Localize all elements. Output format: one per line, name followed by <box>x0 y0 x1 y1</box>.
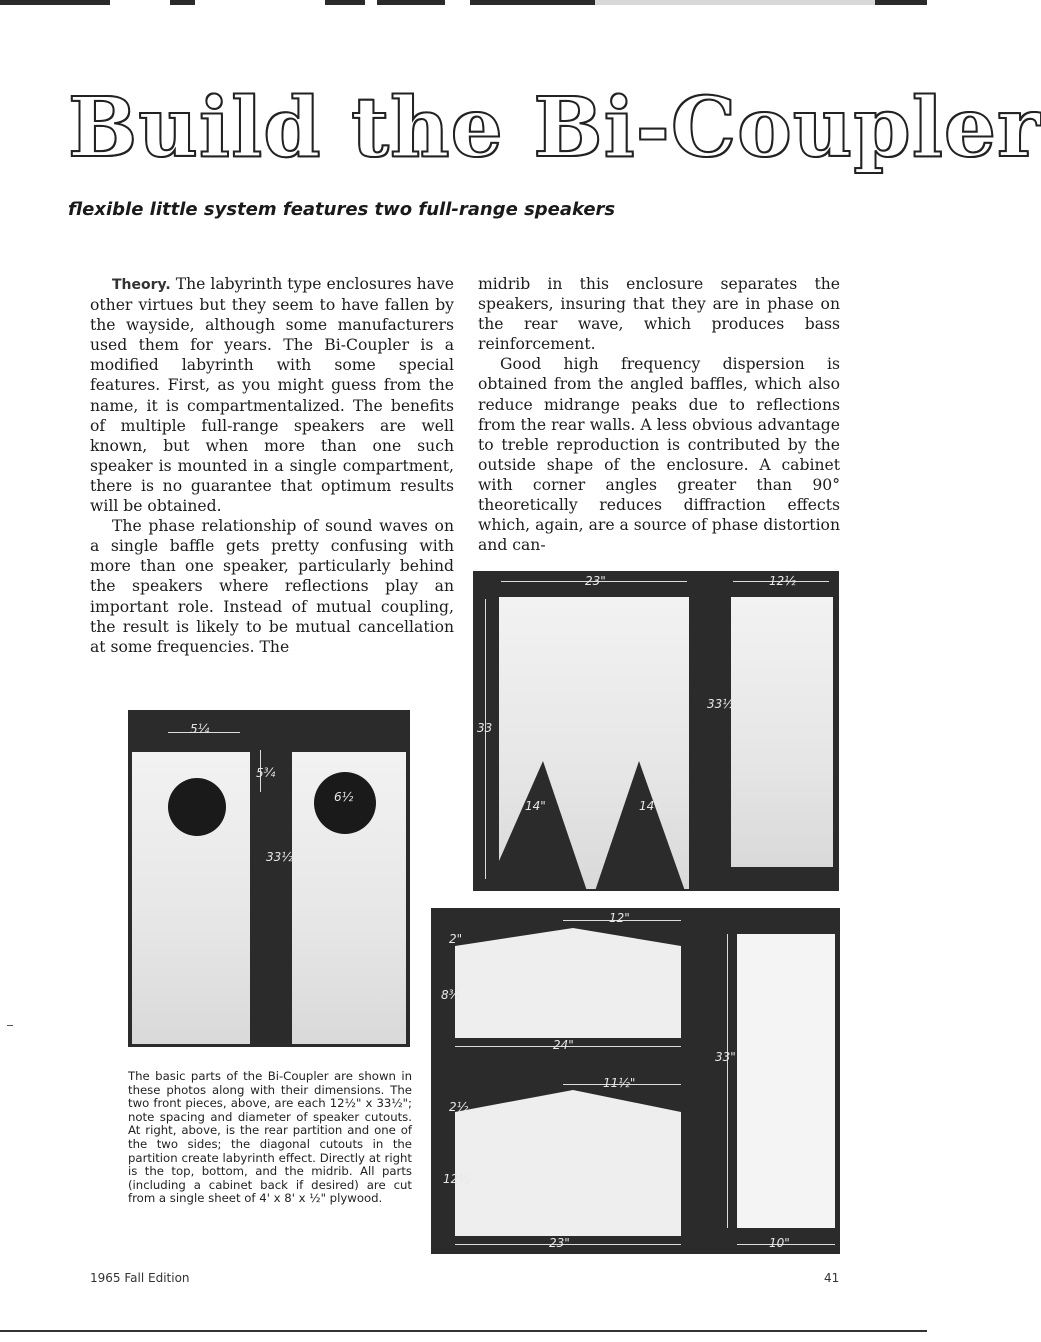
margin-mark <box>7 1025 13 1026</box>
dim-mid-height: 33" <box>715 1050 736 1064</box>
speaker-cutout <box>168 778 226 836</box>
dim-height-right: 33½ <box>707 697 734 711</box>
dim-upper-corner: 2" <box>449 932 463 946</box>
right-column <box>478 274 840 555</box>
section-runin: Theory. <box>112 277 171 293</box>
dim-upper-side: 8¾ <box>441 988 461 1002</box>
dim-top: 5¾ <box>256 766 276 780</box>
left-column <box>90 274 454 657</box>
paragraph: Good high frequency dispersion is obtained from the angled baffles, which also reduce midrange peaks due to reflections from the rear walls. A less obvious advantage to treble reproduction is contributed by the outside shape of the enclosure. A cabinet with corner angles greater than 90° theoretically reduces diffraction effects which, again, are a source of phase distortion and can- <box>478 355 840 555</box>
paragraph: The labyrinth type enclosures have other virtues but they seem to have fallen by the wayside, although some manufacturers used them for years. The Bi-Coupler is a modified labyrinth with some special features. First, as you might guess from the name, it is compartmentalized. The benefits of multiple full-range speakers are well known, but when more than one such speaker is mounted in a single compartment, there is no guarantee that optimum results will be obtained. <box>90 275 454 516</box>
dim-lower-width: 23" <box>549 1236 570 1250</box>
front-panels-photo <box>128 710 410 1047</box>
top-piece <box>455 928 685 1038</box>
dim-tri-left: 14" <box>525 799 546 813</box>
rear-partition-photo <box>473 571 839 891</box>
dim-width: 23" <box>585 574 606 588</box>
midrib-piece <box>737 934 835 1228</box>
dim-tri-right: 14" <box>639 799 660 813</box>
dim-lower-top: 11½" <box>603 1076 636 1090</box>
page-number: 41 <box>824 1271 840 1285</box>
dim-upper-width: 24" <box>553 1038 574 1052</box>
side-panel <box>731 597 833 867</box>
dim-upper-top: 12" <box>609 911 630 925</box>
bottom-piece <box>455 1090 685 1236</box>
dim-side-width: 12½ <box>769 574 796 588</box>
dim-cutout: 6½ <box>334 790 354 804</box>
dim-lower-corner: 2½ <box>449 1100 469 1114</box>
article-title: Build the Bi-Coupler <box>68 80 1041 176</box>
top-rule <box>0 0 927 5</box>
labyrinth-cutouts <box>499 751 689 891</box>
dim-spacing: 5¼ <box>190 722 210 736</box>
dim-mid-width: 10" <box>769 1236 790 1250</box>
dim-lower-side: 12½ <box>443 1172 470 1186</box>
bottom-rule <box>0 1330 927 1332</box>
paragraph: midrib in this enclosure separates the speakers, insuring that they are in phase on the rear wave, which produces bass reinforcement. <box>478 275 840 354</box>
photo-caption: The basic parts of the Bi-Coupler are shown in these photos along with their dimensions. The two front pieces, above, are each 12½" x 33½"; note spacing and diameter of speaker cutouts. At right, above, is the rear partition and one of the two sides; the diagonal cutouts in the partition create labyrinth effect. Directly at right is the top, bottom, and the midrib. All parts (including a cabinet back if desired) are cut from a single sheet of 4' x 8' x ½" plywood. <box>128 1069 412 1206</box>
footer-edition: 1965 Fall Edition <box>90 1271 190 1285</box>
dim-height: 33 <box>477 721 493 735</box>
paragraph: The phase relationship of sound waves on a single baffle gets pretty confusing with more than one speaker, particularly behind the speakers where reflections play an important role. Instead of mutual coupling, the result is likely to be mutual cancellation at some frequencies. The <box>90 517 454 656</box>
article-subtitle: flexible little system features two full-range speakers <box>68 199 616 220</box>
top-bottom-midrib-photo <box>431 908 840 1254</box>
dim-height: 33½ <box>266 850 293 864</box>
